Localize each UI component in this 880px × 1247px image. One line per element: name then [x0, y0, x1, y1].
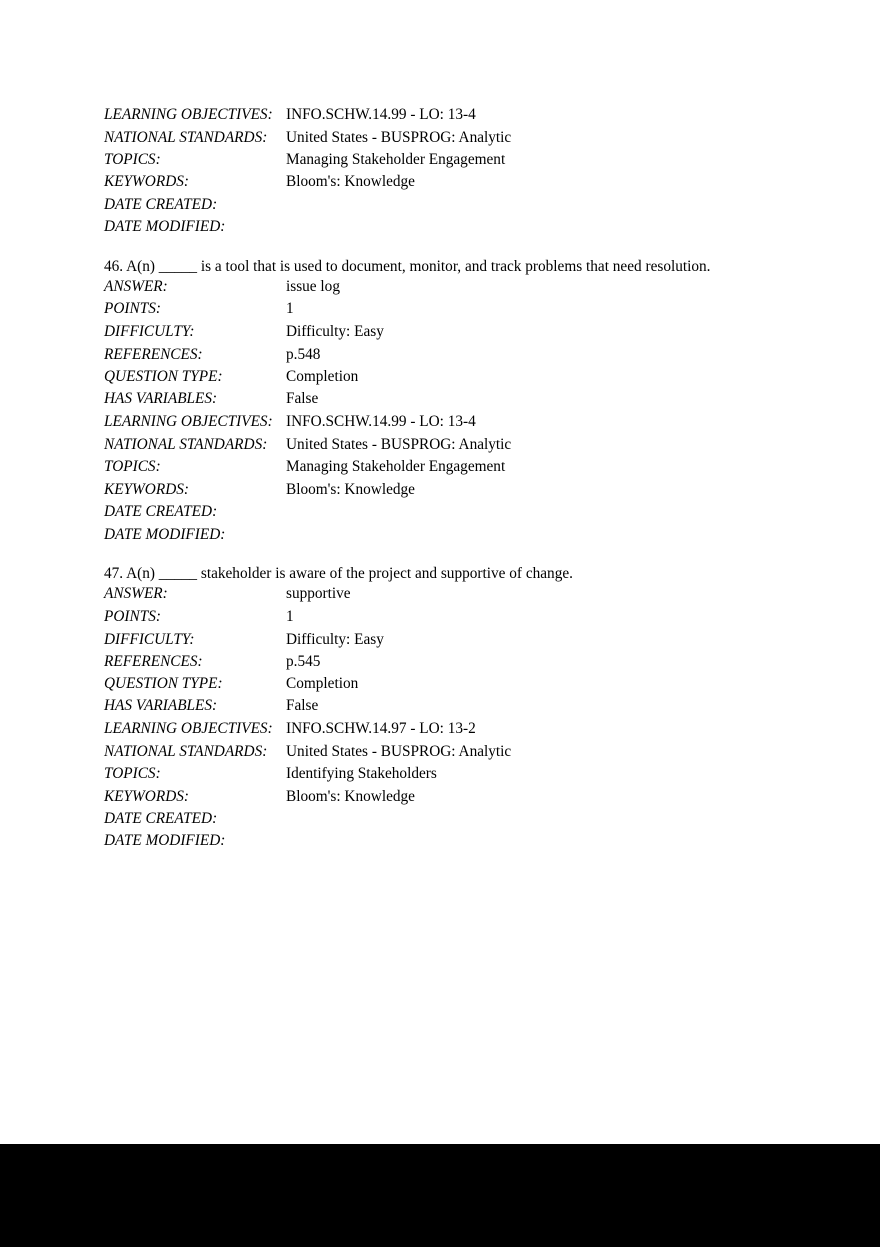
- field-label: TOPICS:: [104, 151, 161, 168]
- field-value: p.548: [286, 346, 321, 363]
- field-value: Difficulty: Easy: [286, 631, 384, 648]
- field-label: DATE CREATED:: [104, 810, 218, 827]
- field-label: NATIONAL STANDARDS:: [104, 436, 268, 453]
- field-value: INFO.SCHW.14.99 - LO: 13-4: [286, 106, 476, 123]
- field-label: QUESTION TYPE:: [104, 675, 223, 692]
- field-value: 1: [286, 300, 294, 317]
- field-label: KEYWORDS:: [104, 173, 189, 190]
- field-value: Bloom's: Knowledge: [286, 173, 415, 190]
- field-value: United States - BUSPROG: Analytic: [286, 743, 512, 760]
- field-label: DATE MODIFIED:: [104, 832, 226, 849]
- field-label: POINTS:: [104, 300, 161, 317]
- field-value: Bloom's: Knowledge: [286, 481, 415, 498]
- field-value: Identifying Stakeholders: [286, 765, 437, 782]
- field-value: INFO.SCHW.14.99 - LO: 13-4: [286, 413, 476, 430]
- field-label: REFERENCES:: [104, 346, 203, 363]
- field-value: False: [286, 390, 319, 407]
- field-label: DATE MODIFIED:: [104, 218, 226, 235]
- field-value: p.545: [286, 653, 321, 670]
- bottom-black-band: [0, 1144, 880, 1247]
- field-label: NATIONAL STANDARDS:: [104, 743, 268, 760]
- field-label: ANSWER:: [104, 278, 168, 295]
- field-value: Managing Stakeholder Engagement: [286, 458, 506, 475]
- field-value: Bloom's: Knowledge: [286, 788, 415, 805]
- field-value: False: [286, 697, 319, 714]
- field-label: KEYWORDS:: [104, 481, 189, 498]
- field-label: LEARNING OBJECTIVES:: [104, 720, 273, 737]
- field-value: issue log: [286, 278, 340, 295]
- field-value: supportive: [286, 585, 351, 602]
- field-value: INFO.SCHW.14.97 - LO: 13-2: [286, 720, 476, 737]
- field-value: Difficulty: Easy: [286, 323, 384, 340]
- field-label: TOPICS:: [104, 458, 161, 475]
- field-label: HAS VARIABLES:: [104, 390, 218, 407]
- field-label: POINTS:: [104, 608, 161, 625]
- question-text: 47. A(n) _____ stakeholder is aware of the project and supportive of change.: [104, 565, 573, 582]
- field-value: Completion: [286, 675, 359, 692]
- field-label: KEYWORDS:: [104, 788, 189, 805]
- field-label: ANSWER:: [104, 585, 168, 602]
- field-label: DATE MODIFIED:: [104, 526, 226, 543]
- field-label: NATIONAL STANDARDS:: [104, 128, 268, 146]
- field-label: DIFFICULTY:: [104, 631, 195, 648]
- field-label: LEARNING OBJECTIVES:: [104, 413, 273, 430]
- question-text: 46. A(n) _____ is a tool that is used to document, monitor, and track problems that need resolution.: [104, 258, 711, 275]
- field-value: United States - BUSPROG: Analytic: [286, 128, 512, 146]
- field-label: DATE CREATED:: [104, 503, 218, 520]
- field-value: 1: [286, 608, 294, 625]
- field-label: HAS VARIABLES:: [104, 697, 218, 714]
- field-value: Managing Stakeholder Engagement: [286, 151, 506, 168]
- field-label: DATE CREATED:: [104, 196, 218, 213]
- field-value: United States - BUSPROG: Analytic: [286, 436, 512, 453]
- field-label: QUESTION TYPE:: [104, 368, 223, 385]
- field-label: LEARNING OBJECTIVES:: [104, 106, 273, 123]
- field-label: TOPICS:: [104, 765, 161, 782]
- field-value: Completion: [286, 368, 359, 385]
- field-label: REFERENCES:: [104, 653, 203, 670]
- field-label: DIFFICULTY:: [104, 323, 195, 340]
